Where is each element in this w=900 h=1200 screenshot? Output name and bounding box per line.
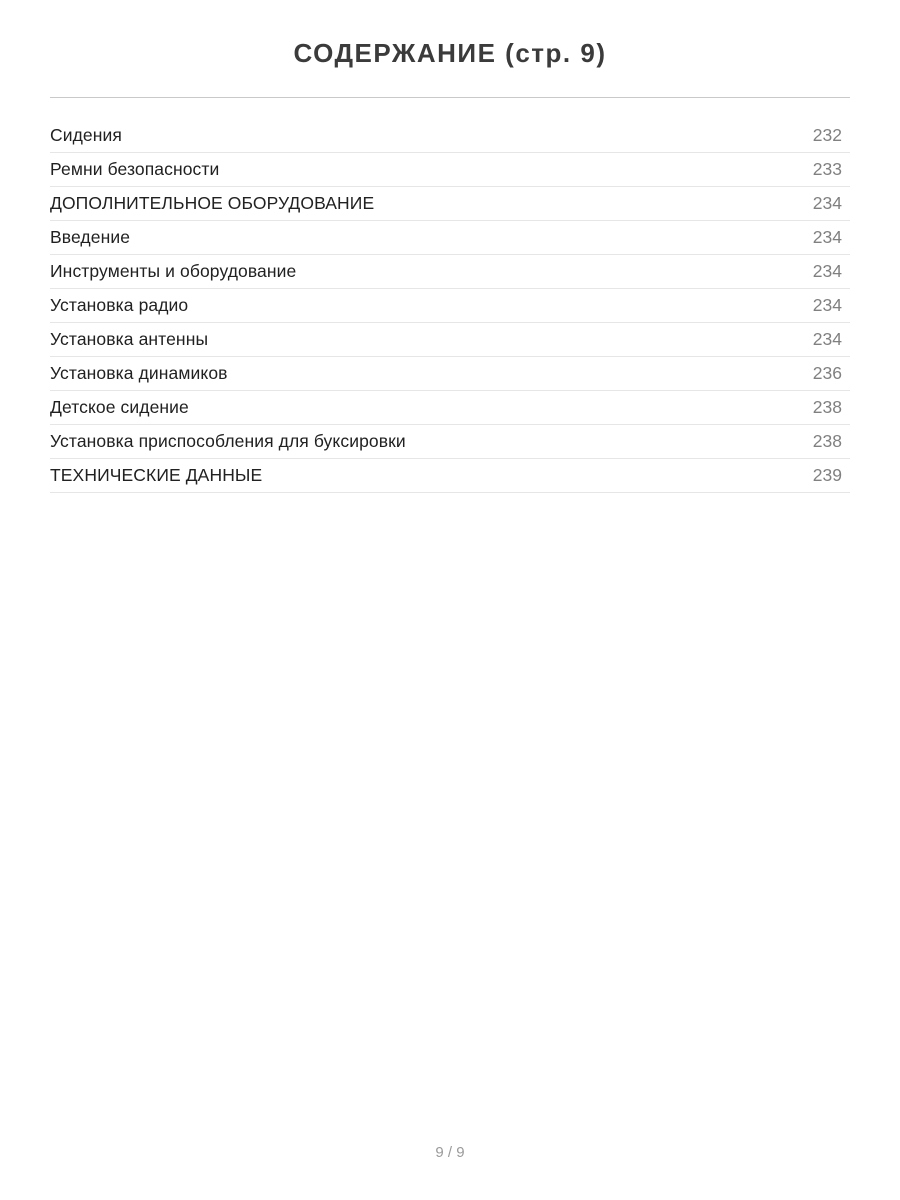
toc-entry[interactable] bbox=[50, 119, 850, 153]
toc-entry-label: Сидения bbox=[50, 125, 122, 145]
toc-entry-page: 232 bbox=[812, 125, 842, 145]
toc-entry[interactable] bbox=[50, 425, 850, 459]
toc-entry[interactable] bbox=[50, 187, 850, 221]
page-title: СОДЕРЖАНИЕ (стр. 9) bbox=[293, 38, 607, 68]
toc-entry-page: 234 bbox=[812, 295, 842, 315]
toc-content bbox=[50, 0, 850, 493]
toc-entry[interactable] bbox=[50, 323, 850, 357]
toc-entry-page: 238 bbox=[812, 431, 842, 451]
toc-entry-label: Установка приспособления для буксировки bbox=[50, 431, 406, 451]
toc-entry-page: 234 bbox=[812, 261, 842, 281]
toc-entry-page: 239 bbox=[812, 465, 842, 485]
toc-entry-label: Установка радио bbox=[50, 295, 189, 315]
toc-entry-label: Введение bbox=[50, 227, 131, 247]
toc-entry-page: 234 bbox=[812, 227, 842, 247]
toc-entry[interactable] bbox=[50, 357, 850, 391]
toc-entry-page: 234 bbox=[812, 329, 842, 349]
toc-entry-label: Установка динамиков bbox=[50, 363, 228, 383]
toc-list bbox=[50, 119, 850, 493]
title-divider bbox=[50, 97, 850, 98]
toc-entry-label: ДОПОЛНИТЕЛЬНОЕ ОБОРУДОВАНИЕ bbox=[50, 193, 375, 213]
toc-entry-label: ТЕХНИЧЕСКИЕ ДАННЫЕ bbox=[50, 465, 263, 485]
toc-entry-label: Инструменты и оборудование bbox=[50, 261, 297, 281]
toc-entry[interactable] bbox=[50, 153, 850, 187]
toc-entry-page: 236 bbox=[812, 363, 842, 383]
toc-entry-label: Детское сидение bbox=[50, 397, 189, 417]
toc-entry-label: Установка антенны bbox=[50, 329, 209, 349]
page-indicator: 9 / 9 bbox=[435, 1144, 465, 1161]
toc-entry[interactable] bbox=[50, 391, 850, 425]
toc-entry[interactable] bbox=[50, 459, 850, 493]
toc-entry[interactable] bbox=[50, 255, 850, 289]
toc-entry-page: 238 bbox=[812, 397, 842, 417]
toc-entry-page: 234 bbox=[812, 193, 842, 213]
toc-entry[interactable] bbox=[50, 289, 850, 323]
toc-entry-page: 233 bbox=[812, 159, 842, 179]
toc-entry-label: Ремни безопасности bbox=[50, 159, 220, 179]
toc-entry[interactable] bbox=[50, 221, 850, 255]
